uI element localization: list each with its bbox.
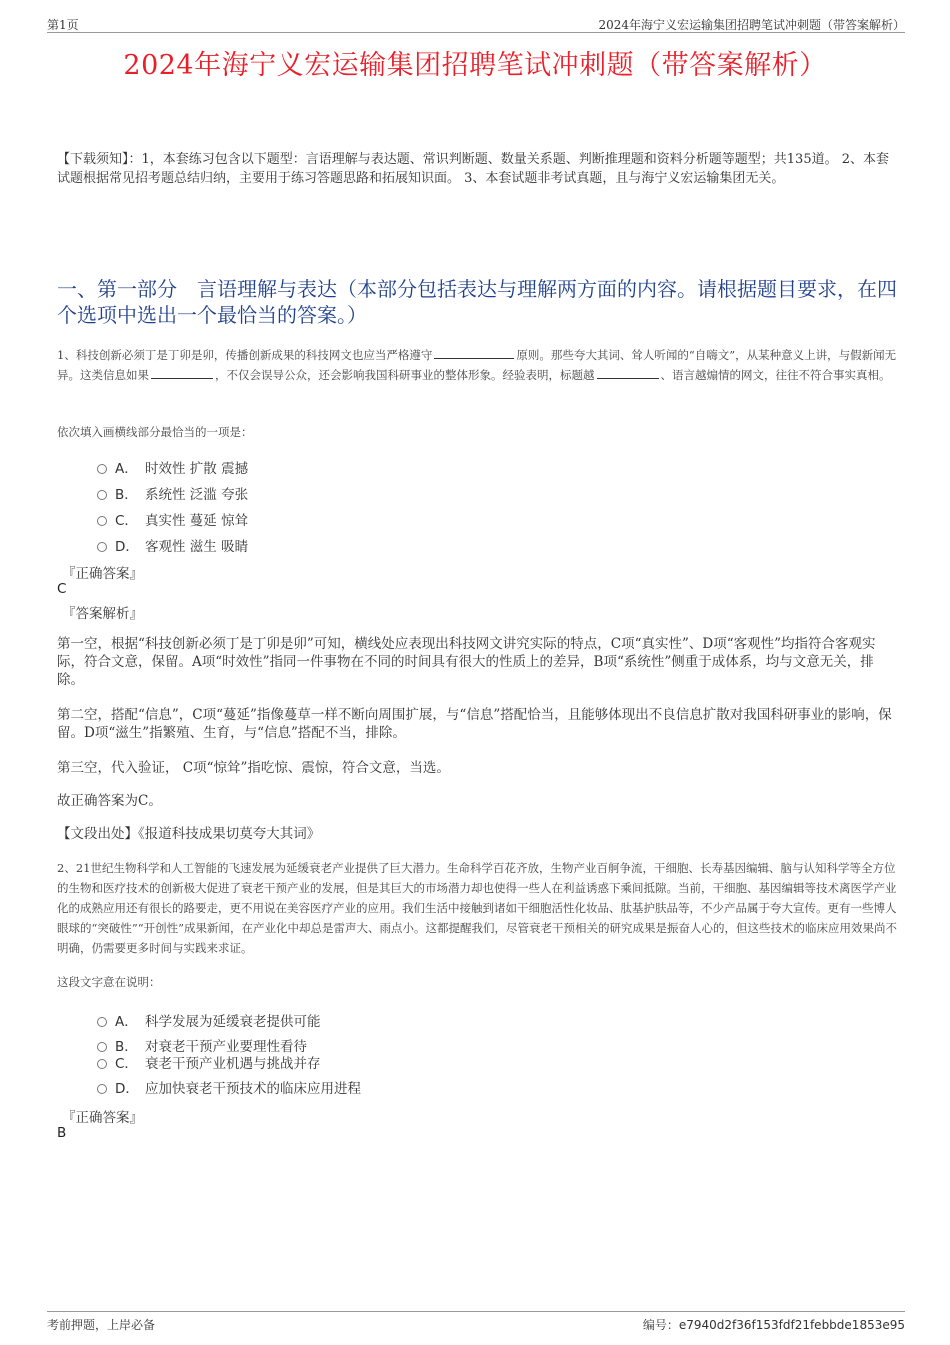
q2-option-a[interactable] [97,1010,321,1028]
radio-icon[interactable] [97,1017,107,1027]
q1-answer-label: 『正确答案』 [62,566,143,582]
download-notice: 【下载须知】：1，本套练习包含以下题型：言语理解与表达题、常识判断题、数量关系题、判断推理题和资料分析题等题型；共135道。 2、本套试题根据常见招考题总结归纳，主要用于练习答题思路和拓展知识面。 3、本套试题非考试真题，且与海宁义宏运输集团无关。 [57,152,889,186]
question-2-text: 2、21世纪生物科学和人工智能的飞速发展为延缓衰老产业提供了巨大潜力。生命科学百花齐放，生物产业百舸争流，干细胞、长寿基因编辑、脑与认知科学等全方位的生物和医疗技术的创新极大促进了衰老干预产业的发展，但是其巨大的市场潜力却也使得一些人在利益诱惑下乘间抵隙。当前，干细胞、基因编辑等技术离医学产业化的成熟应用还有很长的路要走，更不用说在美容医疗产业的应用。我们生活中接触到诸如干细胞活性化妆品、肽基护肤品等，不少产品属于夸大宣传。更有一些博人眼球的“突破性”“开创性”成果新闻，在产业化中却总是雷声大、雨点小。这都提醒我们，尽管衰老干预相关的研究成果是振奋人心的，但这些技术的临床应用效果尚不明确，仍需要更多时间与实践来求证。 [57,861,898,955]
q2-option-b[interactable] [97,1035,307,1053]
radio-icon[interactable] [97,516,107,526]
option-text: 应加快衰老干预技术的临床应用进程 [145,1081,361,1097]
option-letter: C． [115,513,138,529]
q2-answer: B [57,1125,67,1141]
radio-icon[interactable] [97,1084,107,1094]
radio-icon[interactable] [97,1059,107,1069]
q1-source: 【文段出处】《报道科技成果切莫夸大其词》 [57,826,321,842]
radio-icon[interactable] [97,464,107,474]
section-heading: 一、第一部分 言语理解与表达（本部分包括表达与理解两方面的内容。请根据题目要求，在四个选项中选出一个最恰当的答案。） [57,277,897,327]
option-text: 时效性 扩散 震撼 [145,461,249,477]
header-doc-title: 2024年海宁义宏运输集团招聘笔试冲刺题（带答案解析） [598,18,905,32]
q2-answer-label: 『正确答案』 [62,1110,143,1126]
q1-option-c[interactable] [97,509,248,527]
question-2-prompt: 这段文字意在说明： [57,975,161,989]
option-text: 科学发展为延缓衰老提供可能 [145,1014,321,1030]
document-title: 2024年海宁义宏运输集团招聘笔试冲刺题（带答案解析） [123,50,827,81]
option-letter: A． [115,1014,138,1030]
option-text: 系统性 泛滥 夸张 [145,487,249,503]
q1-analysis-paragraph: 第三空，代入验证， C项“惊耸”指吃惊、震惊，符合文意，当选。 [57,760,450,776]
q1-text-part: ，不仅会误导公众，还会影响我国科研事业的整体形象。经验表明，标题越 [215,368,595,382]
question-1-prompt: 依次填入画横线部分最恰当的一项是： [57,425,253,439]
footer-code-value: e7940d2f36f153fdf21febbde1853e95 [678,1318,905,1332]
radio-icon[interactable] [97,542,107,552]
option-letter: A． [115,461,138,477]
q1-analysis-label: 『答案解析』 [62,606,143,622]
option-text: 对衰老干预产业要理性看待 [145,1039,307,1055]
q1-analysis-paragraph: 第一空，根据“科技创新必须丁是丁卯是卯”可知，横线处应表现出科技网文讲究实际的特点，C项“真实性”、D项“客观性”均指符合客观实际，符合文意，保留。A项“时效性”指同一件事物在不同的时间具有很大的性质上的差异，B项“系统性”侧重于成体系，均与文意无关，排除。 [57,636,876,688]
radio-icon[interactable] [97,1042,107,1052]
option-letter: C． [115,1056,138,1072]
q1-option-a[interactable] [97,457,248,475]
q1-option-d[interactable] [97,535,248,553]
option-letter: D． [115,1081,139,1097]
q1-analysis-paragraph: 故正确答案为C。 [57,793,162,809]
option-letter: B． [115,1039,138,1055]
footer-code-label: 编号： [642,1318,679,1332]
fill-blank [151,366,213,379]
q1-option-b[interactable] [97,483,248,501]
option-text: 客观性 滋生 吸睛 [145,539,249,555]
q2-option-c[interactable] [97,1052,321,1070]
q2-option-d[interactable] [97,1077,361,1095]
q1-analysis-paragraph: 第二空，搭配“信息”，C项“蔓延”指像蔓草一样不断向周围扩展，与“信息”搭配恰当，且能够体现出不良信息扩散对我国科研事业的影响，保留。D项“滋生”指繁殖、生育，与“信息”搭配不当，排除。 [57,707,892,741]
q1-text-part: 原则。那些夸大其词、耸人听闻的“自嗨文”，从某种意义上讲，与假新闻无异。这类信息如果 [57,348,897,382]
q1-answer: C [57,581,67,597]
q1-text-part: 、语言越煽情的网文，往往不符合事实真相。 [660,368,891,382]
option-letter: B． [115,487,138,503]
fill-blank [434,346,514,359]
footer-slogan: 考前押题，上岸必备 [47,1318,156,1332]
option-letter: D． [115,539,139,555]
fill-blank [597,366,659,379]
option-text: 真实性 蔓延 惊耸 [145,513,249,529]
option-text: 衰老干预产业机遇与挑战并存 [145,1056,321,1072]
page-footer [47,1311,905,1334]
page-header [47,12,905,33]
footer-code [643,1316,905,1333]
q1-text-part: 1、科技创新必须丁是丁卯是卯，传播创新成果的科技网文也应当严格遵守 [57,348,433,362]
radio-icon[interactable] [97,490,107,500]
page-number: 第1页 [47,18,79,32]
question-1-text [57,345,900,385]
